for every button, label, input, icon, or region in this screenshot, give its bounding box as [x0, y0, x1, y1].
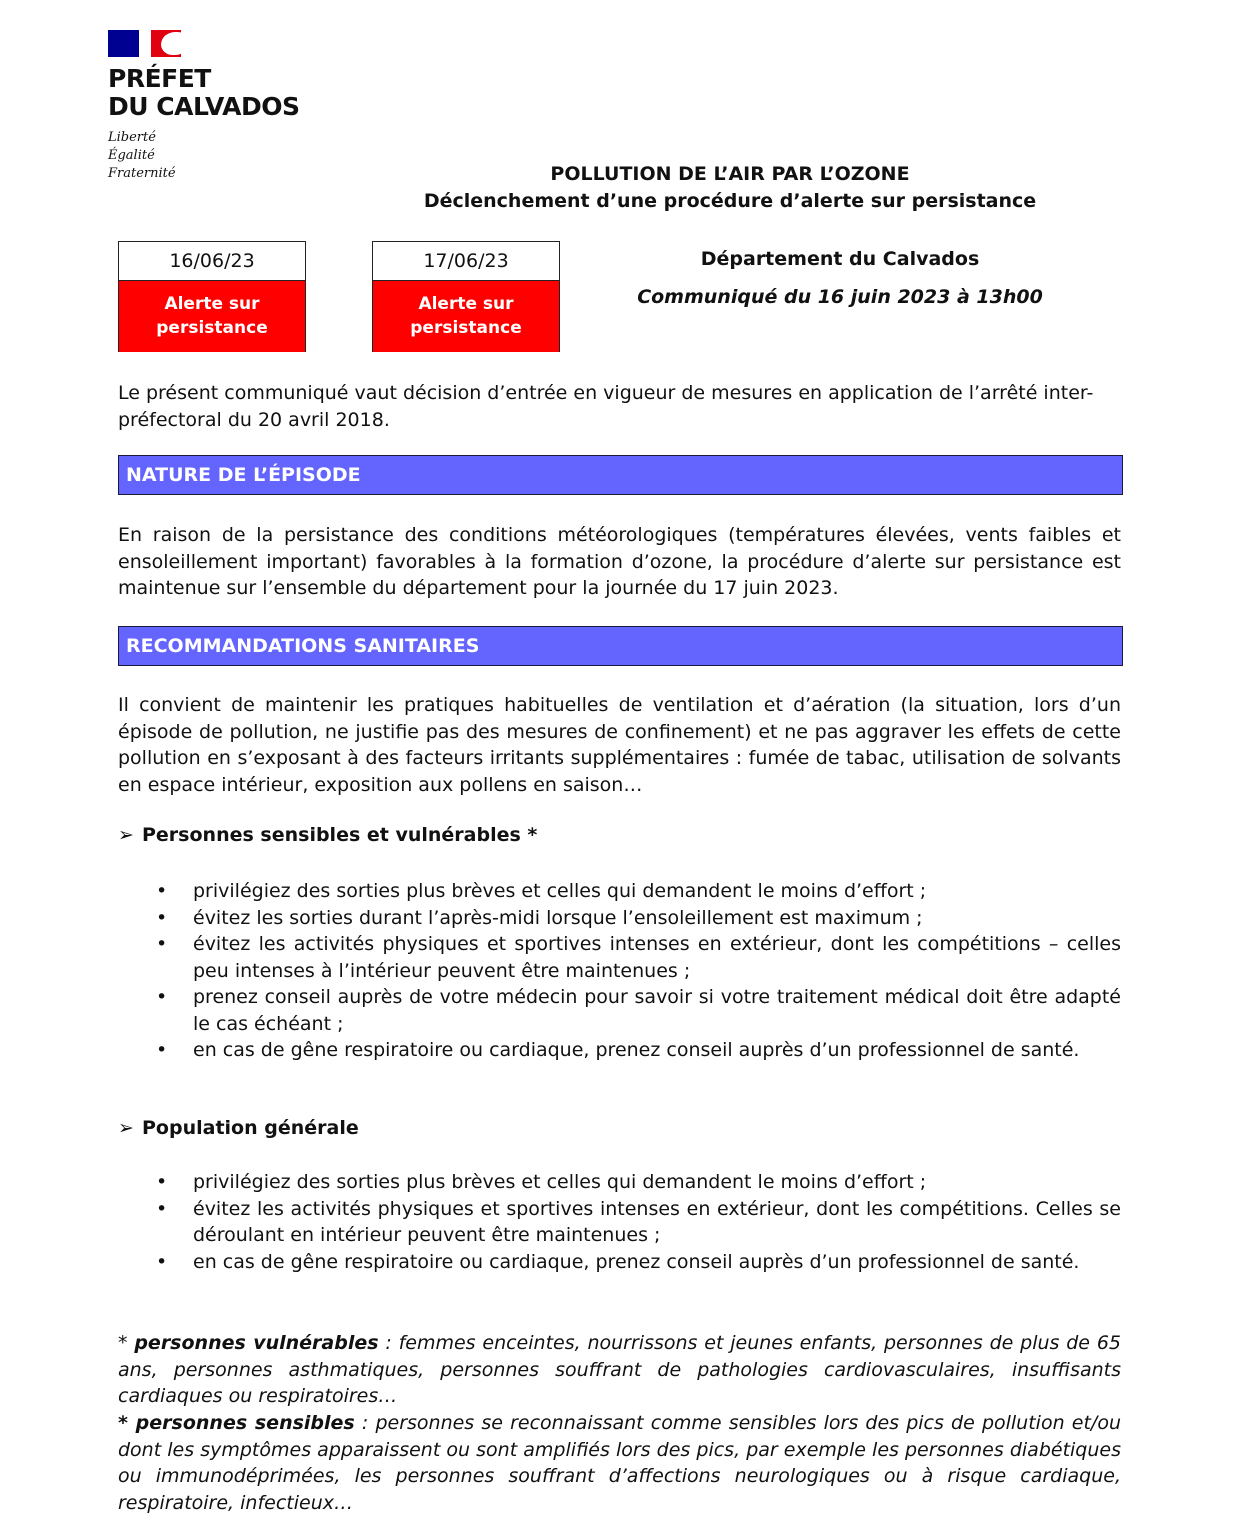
- prefecture-name: [108, 65, 299, 121]
- list-item: • en cas de gêne respiratoire ou cardiaque, prenez conseil auprès d’un professionnel de santé.: [118, 1249, 1121, 1276]
- prefecture-logo: [108, 30, 299, 183]
- motto-liberte: Liberté: [108, 130, 156, 145]
- list-item: • privilégiez des sorties plus brèves et celles qui demandent le moins d’effort ;: [118, 878, 1121, 905]
- alert-date: 16/06/23: [119, 242, 305, 281]
- intro-paragraph: Le présent communiqué vaut décision d’entrée en vigueur de mesures en application de l’arrêté inter-préfectoral du 20 avril 2018.: [118, 382, 1094, 431]
- section-heading-recommendations: RECOMMANDATIONS SANITAIRES: [118, 626, 1123, 666]
- arrow-bullet-icon: ➢: [118, 1117, 134, 1139]
- footnote-text: : personnes se reconnaissant comme sensibles lors des pics de pollution et/ou dont les symptômes apparaissent ou sont amplifiés lors des pics, par exemple les personnes diabétiques ou immunodéprimées, les personnes souffrant d’affections neurologiques ou à risque cardiaque, respiratoire, infectieux…: [118, 1412, 1121, 1514]
- alert-box-day1: [118, 241, 306, 352]
- alert-level: [119, 281, 305, 352]
- list-item: • évitez les activités physiques et sportives intenses en extérieur, dont les compétitions. Celles se déroulant en intérieur peuvent être maintenues ;: [118, 1196, 1121, 1249]
- alert-date: 17/06/23: [373, 242, 559, 281]
- prefecture-name-line2: DU CALVADOS: [108, 92, 300, 121]
- marianne-flag-icon: [108, 30, 181, 57]
- list-item: • en cas de gêne respiratoire ou cardiaque, prenez conseil auprès d’un professionnel de santé.: [118, 1037, 1121, 1064]
- republic-motto: [108, 129, 299, 183]
- department-name: Département du Calvados: [700, 248, 980, 270]
- alert-level-line1: Alerte sur: [164, 294, 260, 314]
- footnote-term: * personnes sensibles: [118, 1412, 355, 1434]
- group-heading-general: [118, 1117, 359, 1139]
- motto-egalite: Égalité: [108, 148, 155, 163]
- list-item: • privilégiez des sorties plus brèves et celles qui demandent le moins d’effort ;: [118, 1169, 1121, 1196]
- footnote-sensitive: [118, 1410, 1121, 1516]
- footnote-term: personnes vulnérables: [134, 1332, 379, 1354]
- list-item: • évitez les activités physiques et sportives intenses en extérieur, dont les compétitions – celles peu intenses à l’intérieur peuvent être maintenues ;: [118, 931, 1121, 984]
- group-heading-label: Personnes sensibles et vulnérables *: [142, 824, 538, 846]
- document-title: POLLUTION DE L’AIR PAR L’OZONE: [550, 163, 910, 185]
- recommendations-paragraph: Il convient de maintenir les pratiques habituelles de ventilation et d’aération (la situation, lors d’un épisode de pollution, ne justifie pas des mesures de confinement) et ne pas aggraver les effets de cette pollution en s’exposant à des facteurs irritants supplémentaires : fumée de tabac, utilisation de solvants en espace intérieur, exposition aux pollens en saison…: [118, 694, 1121, 796]
- section-heading-nature: NATURE DE L’ÉPISODE: [118, 455, 1123, 495]
- motto-fraternite: Fraternité: [108, 166, 176, 181]
- alert-level-line1: Alerte sur: [418, 294, 514, 314]
- arrow-bullet-icon: ➢: [118, 824, 134, 846]
- list-item: • évitez les sorties durant l’après-midi lorsque l’ensoleillement est maximum ;: [118, 905, 1121, 932]
- alert-level: [373, 281, 559, 352]
- prefecture-name-line1: PRÉFET: [108, 64, 211, 93]
- sensitive-recommendations-list: [118, 878, 1121, 1064]
- general-recommendations-list: [118, 1169, 1121, 1275]
- footnote-prefix: *: [118, 1332, 135, 1354]
- communique-date: Communiqué du 16 juin 2023 à 13h00: [637, 286, 1043, 308]
- alert-level-line2: persistance: [156, 318, 268, 338]
- alert-box-day2: [372, 241, 560, 352]
- list-item: • prenez conseil auprès de votre médecin pour savoir si votre traitement médical doit être adapté le cas échéant ;: [118, 984, 1121, 1037]
- group-heading-sensitive: [118, 824, 537, 846]
- nature-paragraph: En raison de la persistance des conditions météorologiques (températures élevées, vents faibles et ensoleillement important) favorables à la formation d’ozone, la procédure d’alerte sur persistance est maintenue sur l’ensemble du département pour la journée du 17 juin 2023.: [118, 524, 1121, 599]
- alert-level-line2: persistance: [410, 318, 522, 338]
- group-heading-label: Population générale: [142, 1117, 359, 1139]
- document-subtitle: Déclenchement d’une procédure d’alerte sur persistance: [423, 190, 1037, 212]
- footnote-vulnerable: [118, 1330, 1121, 1410]
- footnote-text: : femmes enceintes, nourrissons et jeunes enfants, personnes de plus de 65 ans, personnes asthmatiques, personnes souffrant de pathologies cardiovasculaires, insuffisants cardiaques ou respiratoires…: [118, 1332, 1121, 1407]
